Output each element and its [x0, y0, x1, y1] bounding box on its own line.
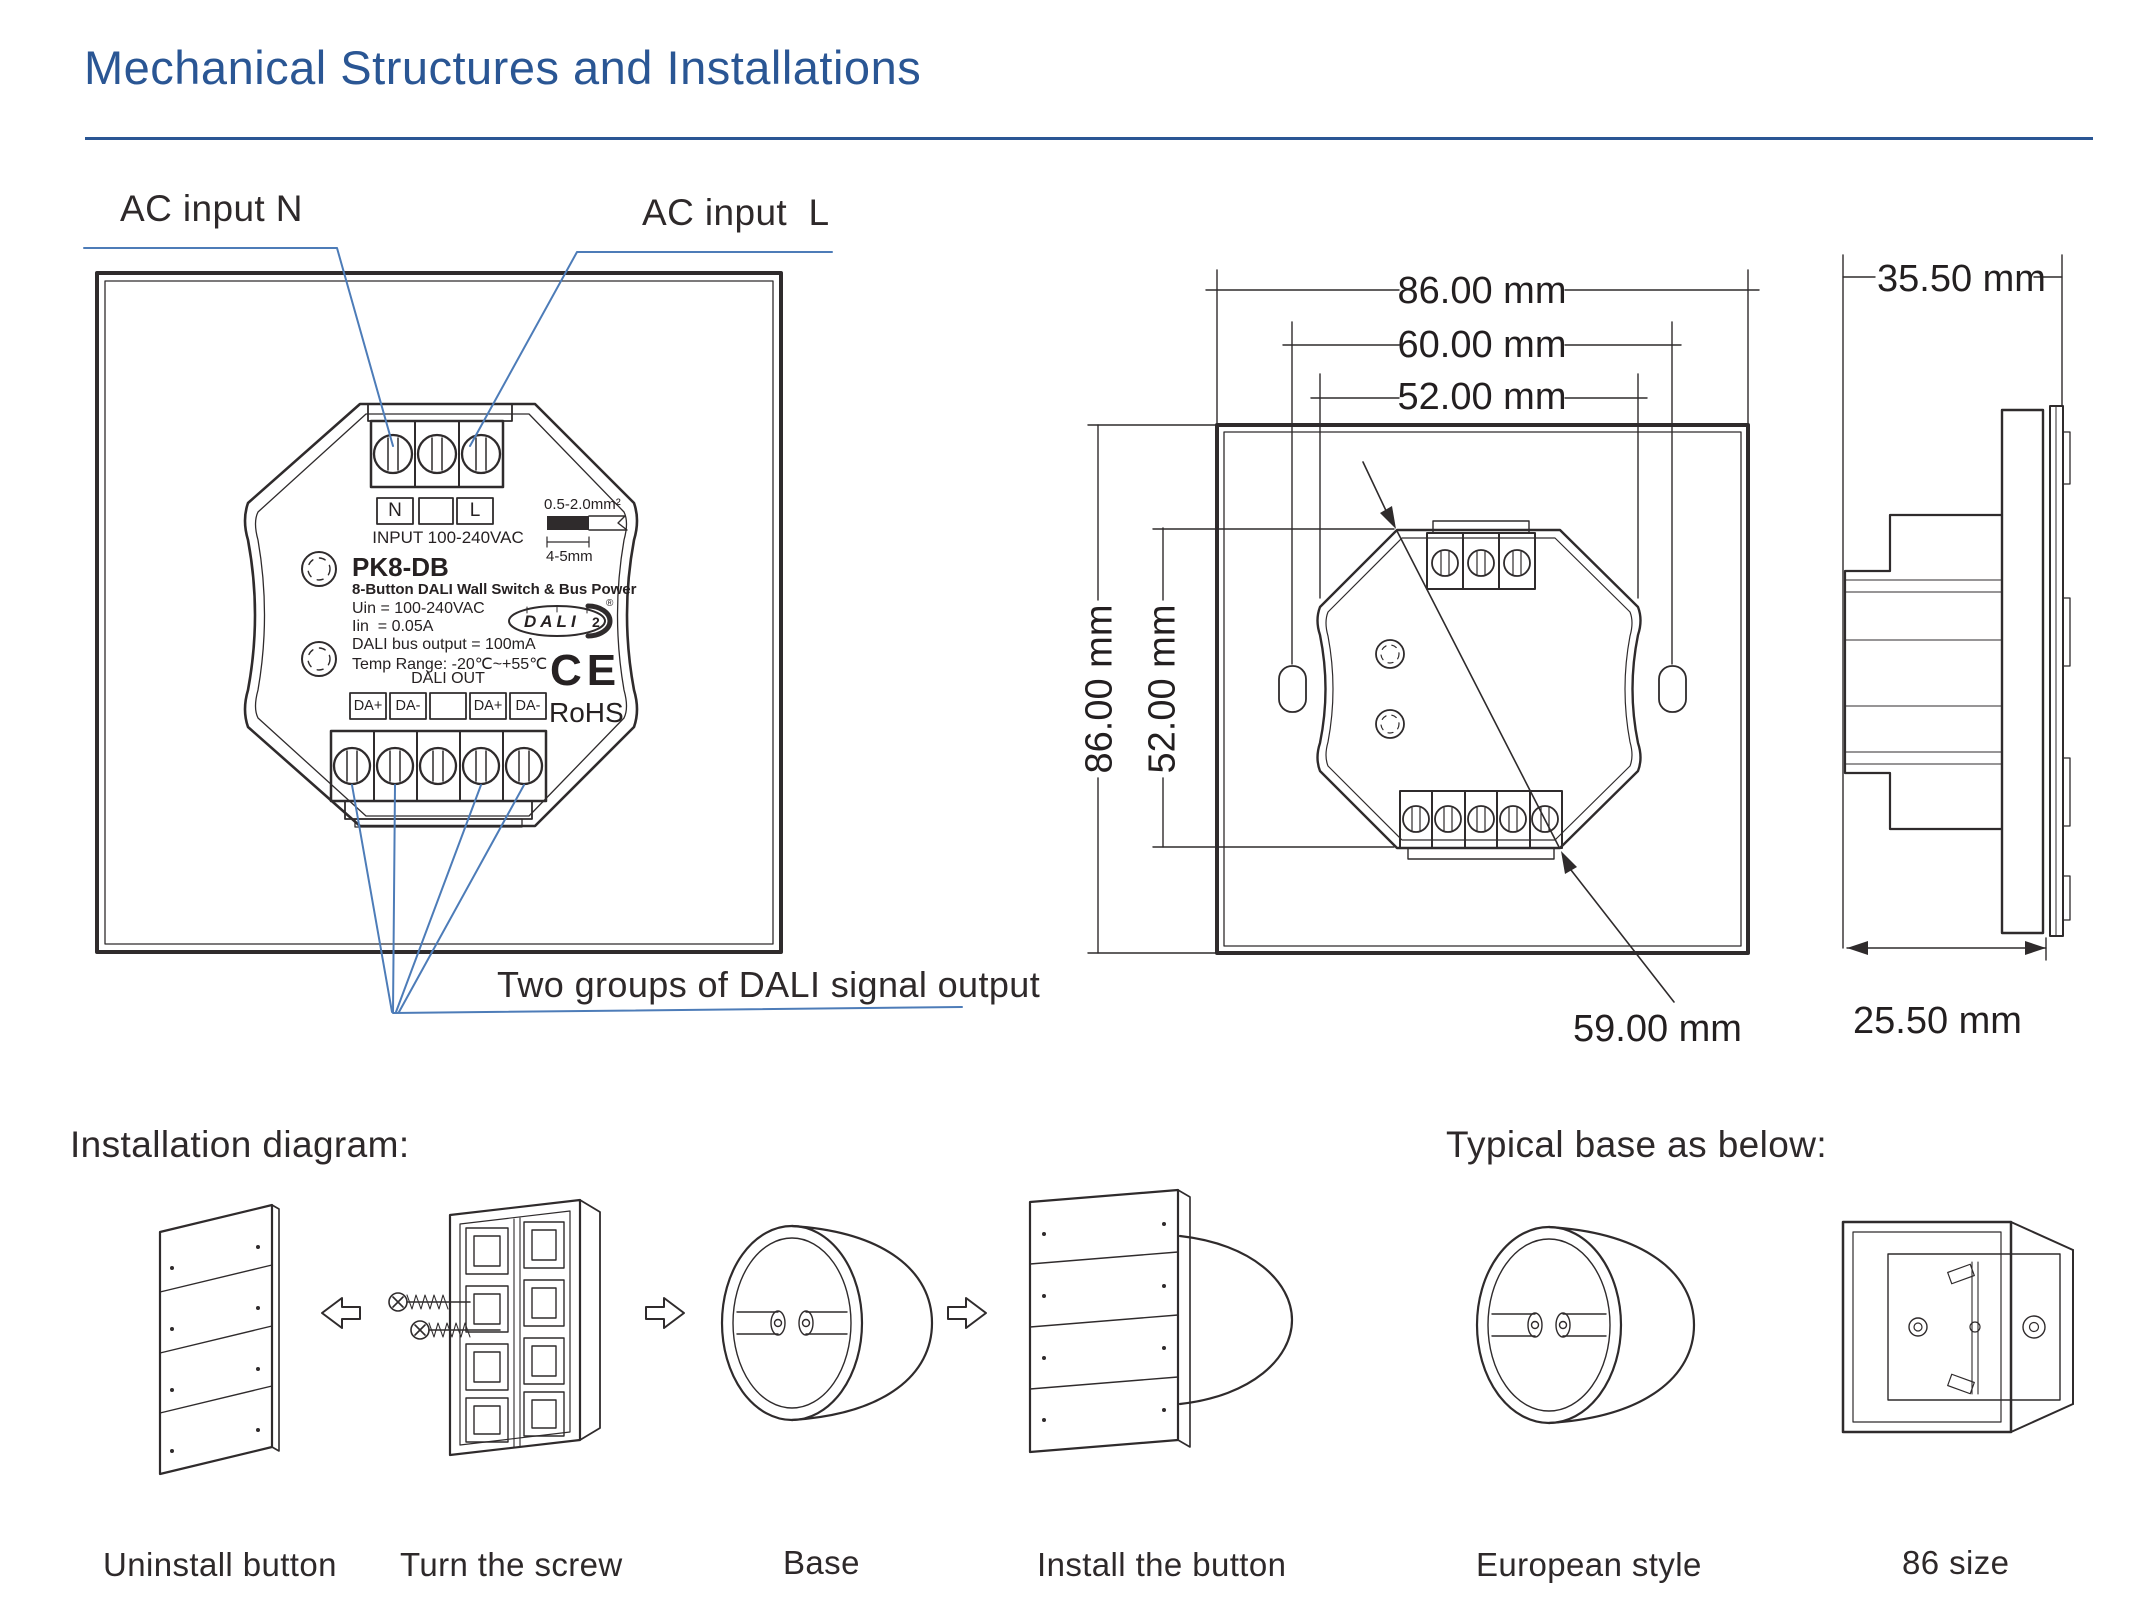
mounting-slot: [1659, 666, 1686, 712]
mounting-knob: [302, 552, 336, 676]
terminal-screw: [1468, 806, 1494, 832]
screw-boss: [737, 1311, 847, 1335]
title-rule: [85, 137, 2093, 140]
terminal-screw: [463, 748, 499, 784]
install-step-install-panel: [1030, 1190, 1292, 1452]
da-terminal-label: DA+: [473, 698, 503, 714]
dali-logo-version: 2: [592, 614, 600, 630]
terminal-screw: [334, 748, 370, 784]
wire-gauge: 0.5-2.0mm²: [544, 496, 621, 513]
model-name: PK8-DB: [352, 552, 449, 582]
rohs-mark: RoHS: [549, 697, 624, 728]
wire-strip-icon: [547, 516, 627, 547]
dim-outer-height: 86.00 mm: [1078, 604, 1121, 774]
wire-strip-length: 4-5mm: [546, 548, 593, 565]
arrow-left-icon: [322, 1298, 360, 1328]
base-86-size-box: [1843, 1222, 2073, 1432]
terminal-screw: [1435, 806, 1461, 832]
terminal-screw: [1432, 550, 1458, 576]
install-step-uninstall-panel: [160, 1205, 279, 1474]
terminal-label-l: L: [469, 500, 481, 521]
dim-device-height: 52.00 mm: [1141, 604, 1184, 774]
screw: [389, 1293, 470, 1311]
terminal-screw: [1504, 550, 1530, 576]
screw-boss: [1492, 1313, 1606, 1337]
page-title: Mechanical Structures and Installations: [84, 41, 922, 94]
front-view-diagonal-dimension: [1363, 462, 1674, 1002]
dali-out-label: DALI OUT: [411, 670, 485, 687]
da-terminal-label: DA-: [515, 698, 541, 714]
spec-iin: Iin = 0.05A: [352, 618, 434, 635]
installation-heading: Installation diagram:: [70, 1124, 410, 1165]
spec-temp-range: Temp Range: -20℃~+55℃: [352, 656, 548, 673]
terminal-screw: [420, 748, 456, 784]
install-step-base-cup: [722, 1226, 932, 1420]
label-ac-input-n: AC input N: [120, 188, 303, 229]
terminal-screw: [462, 435, 500, 473]
dim-total-width: 35.50 mm: [1877, 258, 2046, 300]
arrow-right-icon: [948, 1298, 986, 1328]
spec-bus-output: DALI bus output = 100mA: [352, 636, 536, 653]
dali-logo-registered: ®: [606, 598, 614, 609]
front-view-device-octagon: [1318, 530, 1641, 848]
typical-base-heading: Typical base as below:: [1446, 1124, 1828, 1165]
front-view-plate: [1217, 425, 1748, 953]
ce-mark: CE: [550, 646, 622, 695]
terminal-screw: [1500, 806, 1526, 832]
side-view-profile: [1845, 406, 2070, 936]
caption-install-the-button: Install the button: [1037, 1546, 1287, 1583]
terminal-screw: [374, 435, 412, 473]
terminal-screw: [1468, 550, 1494, 576]
dim-outer-width: 86.00 mm: [1397, 270, 1567, 312]
rear-view-leader-lines: [84, 248, 962, 1013]
front-view-knobs: [1376, 640, 1404, 738]
front-view-bottom-terminal: [1400, 791, 1562, 859]
front-view-dimension-lines: [1088, 270, 1759, 953]
dim-device-width: 52.00 mm: [1397, 376, 1567, 418]
spec-uin: Uin = 100-240VAC: [352, 600, 485, 617]
terminal-screw: [506, 748, 542, 784]
terminal-screw: [418, 435, 456, 473]
input-rating: INPUT 100-240VAC: [372, 528, 524, 547]
da-terminal-label: DA-: [395, 698, 421, 714]
dim-body-depth: 25.50 mm: [1853, 1000, 2022, 1042]
caption-turn-the-screw: Turn the screw: [400, 1546, 623, 1583]
arrow-right-icon: [646, 1298, 684, 1328]
caption-base: Base: [783, 1544, 860, 1581]
label-ac-input-l: AC input L: [642, 192, 830, 233]
terminal-screw: [377, 748, 413, 784]
note-dali-output: Two groups of DALI signal output: [497, 964, 1041, 1005]
caption-uninstall-button: Uninstall button: [103, 1546, 337, 1583]
caption-european-style: European style: [1476, 1546, 1702, 1583]
dim-diagonal: 59.00 mm: [1573, 1008, 1742, 1050]
dali-logo-text: DALI: [524, 612, 580, 631]
terminal-screw: [1403, 806, 1429, 832]
mounting-slot: [1279, 666, 1306, 712]
terminal-label-n: N: [388, 500, 402, 521]
install-step-turn-screw: [389, 1200, 600, 1455]
dim-hole-spacing: 60.00 mm: [1397, 324, 1567, 366]
side-view-dimension-lines: [1843, 255, 2062, 960]
model-description: 8-Button DALI Wall Switch & Bus Power: [352, 581, 637, 598]
rear-view-top-terminal: [368, 404, 512, 487]
rear-view-bottom-terminal: [331, 731, 546, 827]
base-european-style: [1477, 1227, 1694, 1423]
da-terminal-label: DA+: [353, 698, 383, 714]
caption-86-size: 86 size: [1902, 1544, 2010, 1581]
